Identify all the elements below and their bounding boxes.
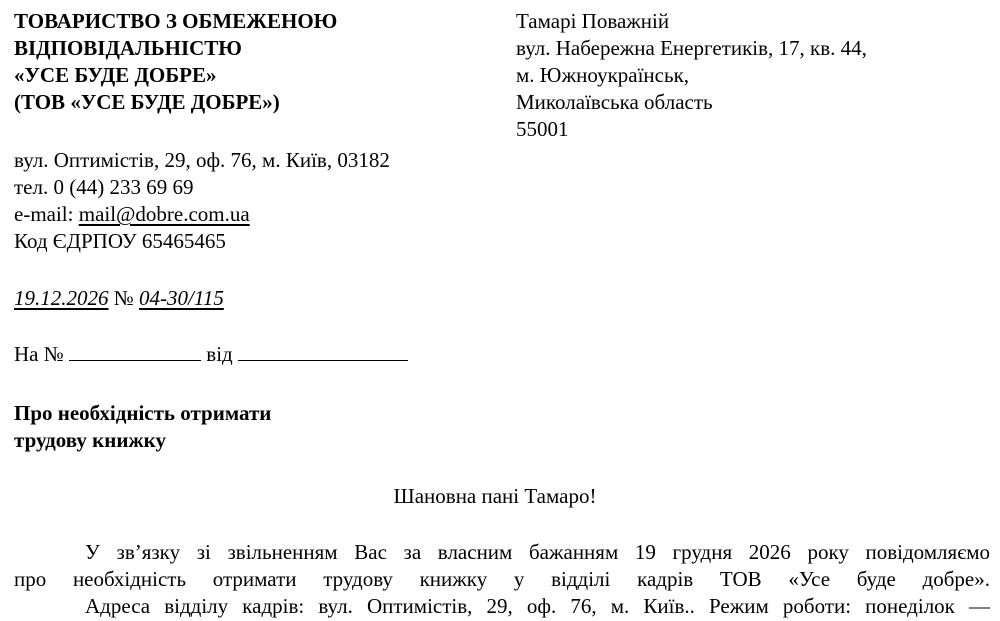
greeting: Шановна пані Тамаро! xyxy=(393,484,597,508)
recipient-block xyxy=(516,8,867,143)
reference-line xyxy=(14,340,408,367)
letter-body xyxy=(14,539,990,620)
reference-prefix: На № xyxy=(14,342,70,366)
sender-name-line: «УСЕ БУДЕ ДОБРЕ» xyxy=(14,63,217,87)
recipient-line: м. Южноукраїнськ, xyxy=(516,63,690,87)
body-line: про необхідність отримати трудову книжку у відділі кадрів ТОВ «Усе буде добре». xyxy=(14,567,990,591)
outgoing-date: 19.12.2026 xyxy=(14,286,109,310)
subject-line: Про необхідність отримати xyxy=(14,401,272,425)
sender-phone: тел. 0 (44) 233 69 69 xyxy=(14,175,194,199)
number-sign: № xyxy=(108,286,140,310)
outgoing-date-number xyxy=(14,285,224,312)
reference-date-blank xyxy=(238,340,408,361)
sender-edrpou: Код ЄДРПОУ 65465465 xyxy=(14,229,226,253)
recipient-line: 55001 xyxy=(516,117,569,141)
reference-number-blank xyxy=(69,340,201,361)
outgoing-number: 04-30/115 xyxy=(139,286,224,310)
sender-name-line: ВІДПОВІДАЛЬНІСТЮ xyxy=(14,36,242,60)
reference-middle: від xyxy=(201,342,238,366)
email-label: e-mail: xyxy=(14,202,79,226)
sender-name-line: ТОВАРИСТВО З ОБМЕЖЕНОЮ xyxy=(14,9,338,33)
email-link[interactable]: mail@dobre.com.ua xyxy=(78,202,250,226)
recipient-line: вул. Набережна Енергетиків, 17, кв. 44, xyxy=(516,36,867,60)
body-line: Адреса відділу кадрів: вул. Оптимістів, 29, оф. 76, м. Київ.. Режим роботи: понеділок — xyxy=(85,594,990,618)
recipient-line: Миколаївська область xyxy=(516,90,713,114)
sender-block xyxy=(14,8,337,116)
sender-address: вул. Оптимістів, 29, оф. 76, м. Київ, 03182 xyxy=(14,148,390,172)
recipient-line: Тамарі Поважній xyxy=(516,9,670,33)
subject-line: трудову книжку xyxy=(14,428,166,452)
sender-contacts xyxy=(14,147,390,255)
sender-name-line: (ТОВ «УСЕ БУДЕ ДОБРЕ») xyxy=(14,90,280,114)
sender-email-line xyxy=(14,201,390,228)
subject-block xyxy=(14,400,271,454)
body-line: У зв’язку зі звільненням Вас за власним бажанням 19 грудня 2026 року повідомляємо xyxy=(85,540,990,564)
